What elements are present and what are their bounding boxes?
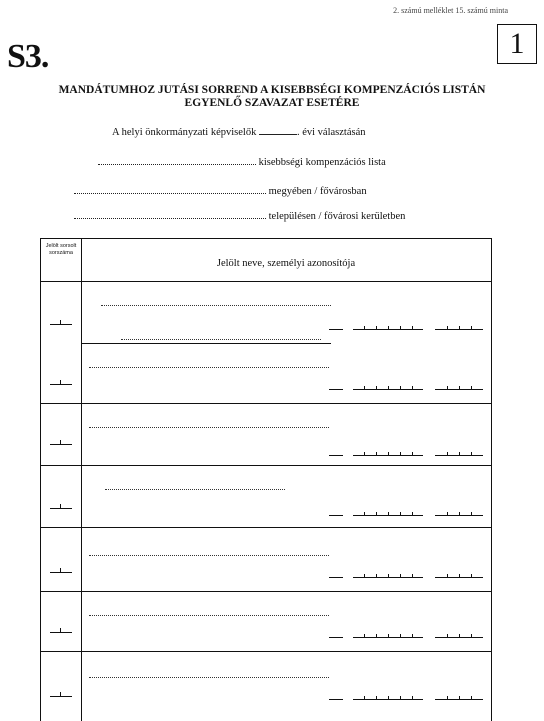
id-serial-field[interactable] (435, 385, 483, 390)
minority-name-field[interactable] (98, 164, 256, 165)
id-sex-digit[interactable] (329, 451, 343, 456)
id-birthdate-field[interactable] (353, 573, 423, 578)
id-serial-field[interactable] (435, 325, 483, 330)
id-birthdate-field[interactable] (353, 325, 423, 330)
id-serial-field[interactable] (435, 573, 483, 578)
row-divider (41, 591, 491, 592)
header-divider (41, 281, 491, 282)
id-sex-digit[interactable] (329, 633, 343, 638)
page-number-box: 1 (497, 24, 537, 64)
draw-number-field[interactable] (50, 379, 72, 385)
election-line-suffix: . évi választásán (296, 127, 366, 138)
id-birthdate-field[interactable] (353, 695, 423, 700)
row-divider (41, 651, 491, 652)
candidate-name-field-2[interactable] (121, 339, 321, 340)
draw-number-field[interactable] (50, 627, 72, 633)
county-line (74, 186, 367, 197)
id-sex-digit[interactable] (329, 573, 343, 578)
id-birthdate-field[interactable] (353, 385, 423, 390)
id-serial-field[interactable] (435, 695, 483, 700)
id-serial-field[interactable] (435, 511, 483, 516)
draw-number-field[interactable] (50, 691, 72, 697)
title-line-1: MANDÁTUMHOZ JUTÁSI SORREND A KISEBBSÉGI KOMPENZÁCIÓS LISTÁN (58, 84, 486, 96)
row-divider (41, 465, 491, 466)
candidate-table (40, 238, 492, 721)
row-divider (41, 527, 491, 528)
form-code: S3. (7, 38, 49, 75)
draw-number-field[interactable] (50, 567, 72, 573)
county-field[interactable] (74, 193, 266, 194)
row-divider (41, 403, 491, 404)
col-draw-number-header: Jelölt sorsolt sorszáma (45, 243, 77, 256)
subrow-divider (81, 343, 331, 344)
candidate-name-field[interactable] (89, 555, 329, 556)
col-candidate-header: Jelölt neve, személyi azonosítója (216, 258, 356, 269)
candidate-name-field[interactable] (89, 367, 329, 368)
id-serial-field[interactable] (435, 633, 483, 638)
id-birthdate-field[interactable] (353, 451, 423, 456)
form-title (0, 84, 544, 110)
id-birthdate-field[interactable] (353, 633, 423, 638)
column-divider (81, 239, 82, 721)
id-sex-digit[interactable] (329, 385, 343, 390)
candidate-name-field[interactable] (89, 615, 329, 616)
settlement-field[interactable] (74, 218, 266, 219)
candidate-name-field[interactable] (89, 677, 329, 678)
candidate-name-field[interactable] (89, 427, 329, 428)
candidate-name-field[interactable] (105, 489, 285, 490)
id-birthdate-field[interactable] (353, 511, 423, 516)
annex-note: 2. számú melléklet 15. számú minta (393, 6, 508, 15)
minority-line-suffix: kisebbségi kompenzációs lista (258, 157, 386, 168)
id-sex-digit[interactable] (329, 511, 343, 516)
id-sex-digit[interactable] (329, 695, 343, 700)
draw-number-field[interactable] (50, 503, 72, 509)
settlement-line (74, 211, 405, 222)
election-line-prefix: A helyi önkormányzati képviselők (112, 127, 257, 138)
settlement-line-suffix: településen / fővárosi kerületben (268, 211, 406, 222)
title-line-2: EGYENLŐ SZAVAZAT ESETÉRE (184, 97, 360, 109)
county-line-suffix: megyében / fővárosban (268, 186, 367, 197)
draw-number-field[interactable] (50, 439, 72, 445)
candidate-name-field[interactable] (101, 305, 331, 306)
id-serial-field[interactable] (435, 451, 483, 456)
minority-line (98, 157, 386, 168)
election-year-field[interactable] (259, 134, 297, 135)
id-sex-digit[interactable] (329, 325, 343, 330)
election-line (112, 127, 366, 138)
draw-number-field[interactable] (50, 319, 72, 325)
